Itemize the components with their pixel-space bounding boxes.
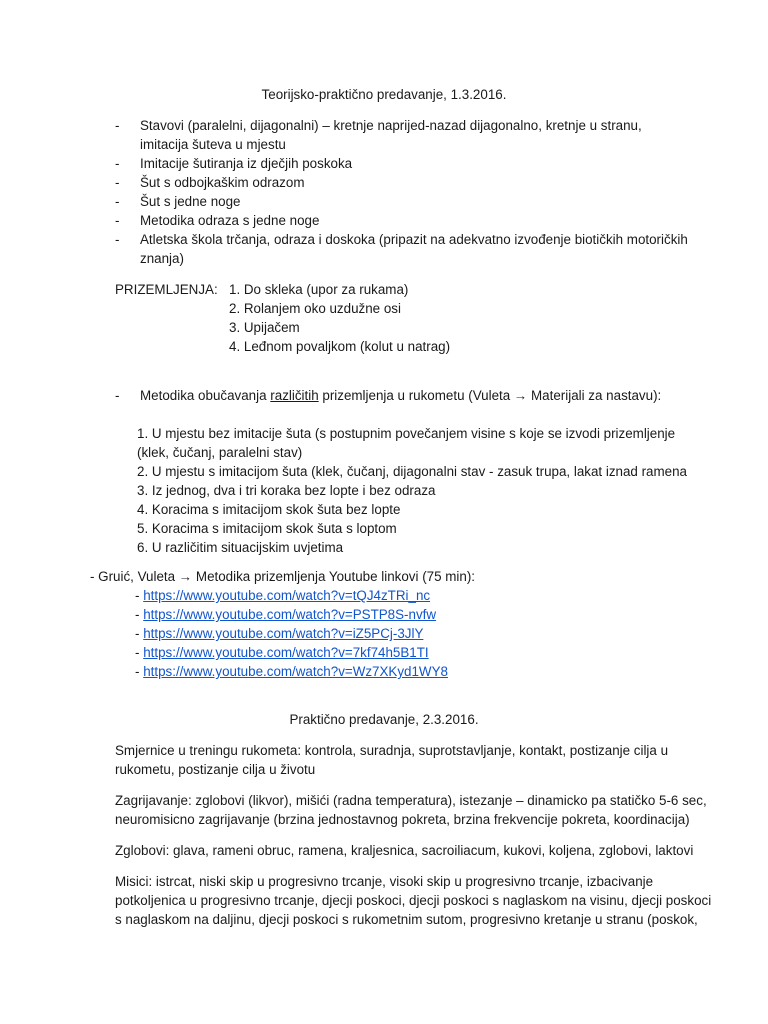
step-line: 3. Iz jednog, dva i tri koraka bez lopte i bez odraza [137,483,436,498]
step-line: (klek, čučanj, paralelni stav) [137,445,303,460]
bullet-1-line-2: imitacija šuteva u mjestu [140,137,286,152]
prizemljenja-item-3: 3. Upijačem [229,320,300,335]
paragraph-line: Zglobovi: glava, rameni obruc, ramena, kraljesnica, sacroiliacum, kukovi, koljena, zglobovi, laktovi [115,843,694,858]
paragraph-line: rukometu, postizanje cilja u životu [115,762,316,777]
paragraph-line: Misici: istrcat, niski skip u progresivno trcanje, visoki skip u progresivno trcanje, izbacivanje [115,874,654,889]
link-dash: - [135,645,144,660]
youtube-link[interactable]: https://www.youtube.com/watch?v=PSTP8S-nvfw [143,607,437,622]
bullet-6-line-2: znanja) [140,251,184,266]
step-line: 2. U mjestu s imitacijom šuta (klek, čučanj, dijagonalni stav - zasuk trupa, lakat iznad ramena [137,464,687,479]
metodika-line [140,387,661,405]
paragraph-line: Smjernice u treningu rukometa: kontrola, suradnja, suprotstavljanje, kontakt, postizanje cilja u [115,743,669,758]
youtube-link[interactable]: https://www.youtube.com/watch?v=iZ5PCj-3JlY [143,626,424,641]
metodika-text-pre: Metodika obučavanja [140,388,271,403]
youtube-link[interactable]: https://www.youtube.com/watch?v=7kf74h5B1TI [143,645,429,660]
bullet-2: Imitacije šutiranja iz dječjih poskoka [140,156,353,171]
bullet-3: Šut s odbojkaškim odrazom [140,175,305,190]
youtube-heading: - Gruić, Vuleta → Metodika prizemljenja Youtube linkovi (75 min): [90,569,476,584]
bullet-1-line-1: Stavovi (paralelni, dijagonalni) – kretnje naprijed-nazad dijagonalno, kretnje u stranu, [140,118,642,133]
section-title-2: Praktično predavanje, 2.3.2016. [289,712,479,727]
paragraph-line: neuromisicno zagrijavanje (brzina jednostavnog pokreta, brzina frekvencije pokreta, koordinacija) [115,812,690,827]
step-line: 1. U mjestu bez imitacije šuta (s postupnim povečanjem visine s koje se izvodi prizemljenje [137,426,676,441]
bullet-dash: - [115,194,120,209]
bullet-4: Šut s jedne noge [140,194,241,209]
bullet-dash: - [115,232,120,247]
bullet-6-line-1: Atletska škola trčanja, odraza i doskoka (pripazit na adekvatno izvođenje biotičkih motoričkih [140,232,688,247]
paragraph-line: potkoljenica u progresivno trcanje, djecji poskoci, djecji poskoci s naglaskom na visinu, djecji poskoci [115,893,712,908]
link-item [135,606,436,624]
bullet-dash: - [115,388,120,403]
link-item [135,663,448,681]
section-title-1: Teorijsko-praktično predavanje, 1.3.2016. [261,87,507,102]
metodika-text-post: prizemljenja u rukometu (Vuleta → Materijali za nastavu): [318,388,662,403]
step-line: 6. U različitim situacijskim uvjetima [137,540,344,555]
prizemljenja-label: PRIZEMLJENJA: [115,282,218,297]
link-dash: - [135,626,144,641]
bullet-dash: - [115,175,120,190]
metodika-text-underlined: različitih [270,388,319,403]
bullet-dash: - [115,118,120,133]
prizemljenja-item-1: 1. Do skleka (upor za rukama) [229,282,409,297]
bullet-dash: - [115,156,120,171]
step-line: 4. Koracima s imitacijom skok šuta bez lopte [137,502,401,517]
youtube-link[interactable]: https://www.youtube.com/watch?v=Wz7XKyd1WY8 [143,664,448,679]
prizemljenja-item-4: 4. Leđnom povaljkom (kolut u natrag) [229,339,451,354]
bullet-5: Metodika odraza s jedne noge [140,213,320,228]
prizemljenja-item-2: 2. Rolanjem oko uzdužne osi [229,301,401,316]
link-item [135,587,430,605]
link-dash: - [135,588,144,603]
link-item [135,625,423,643]
paragraph-line: Zagrijavanje: zglobovi (likvor), mišići (radna temperatura), istezanje – dinamicko pa statičko 5-6 sec, [115,793,707,808]
link-dash: - [135,607,144,622]
link-dash: - [135,664,144,679]
bullet-dash: - [115,213,120,228]
step-line: 5. Koracima s imitacijom skok šuta s loptom [137,521,397,536]
youtube-link[interactable]: https://www.youtube.com/watch?v=tQJ4zTRi_nc [143,588,431,603]
link-item [135,644,429,662]
paragraph-line: s naglaskom na daljinu, djecji poskoci s rukometnim sutom, progresivno kretanje u stranu (poskok, [115,912,698,927]
